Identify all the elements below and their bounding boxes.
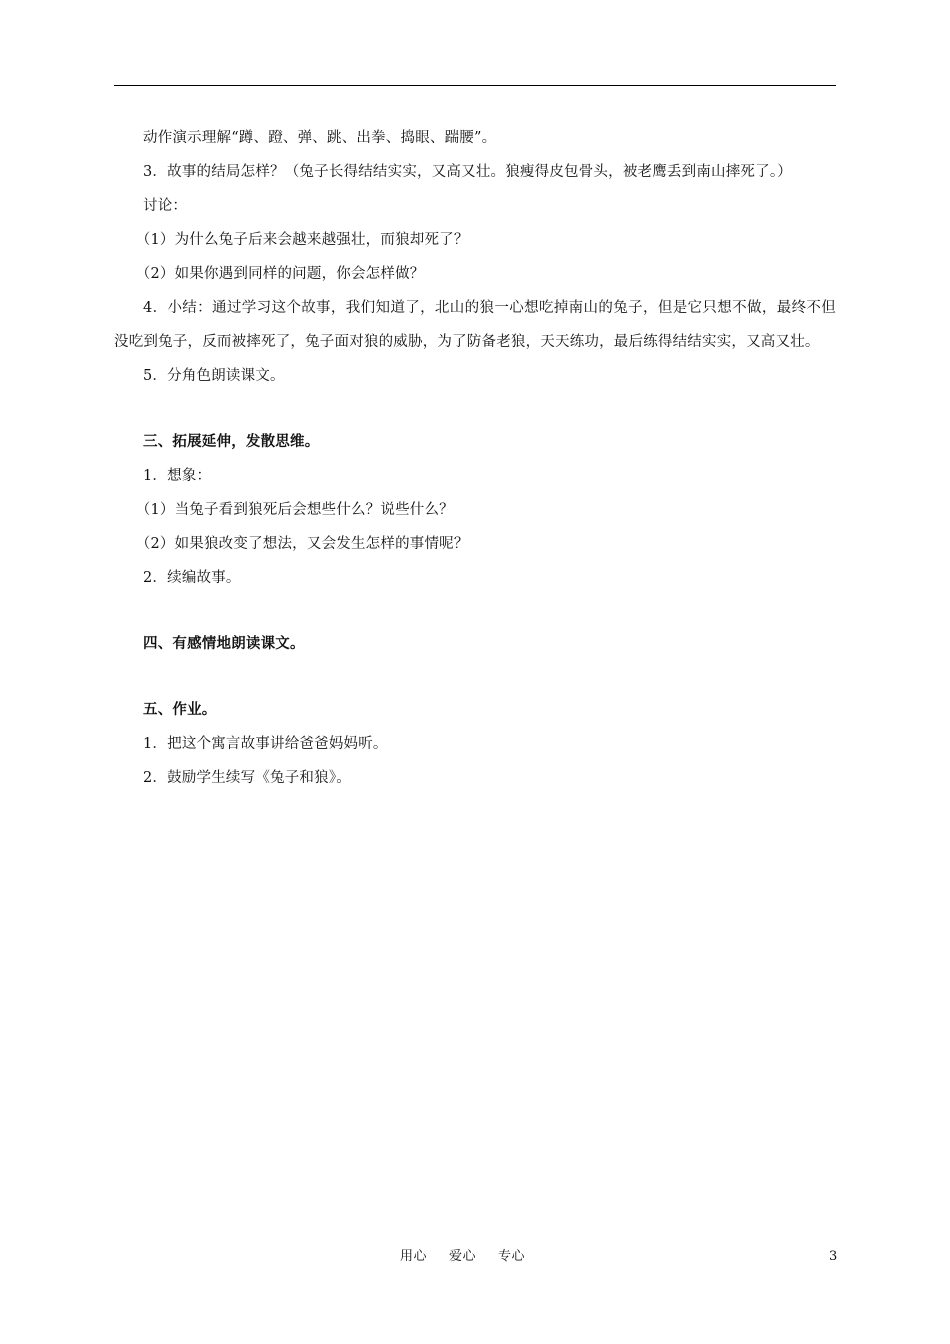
discussion-question-2: （2）如果你遇到同样的问题，你会怎样做？ bbox=[135, 266, 425, 282]
paragraph-continue-story: 2．续编故事。 bbox=[143, 570, 241, 586]
footer-motto bbox=[400, 1247, 547, 1267]
paragraph-summary: 4．小结：通过学习这个故事，我们知道了，北山的狼一心想吃掉南山的兔子，但是它只想不做，最终不但没吃到兔子，反而被摔死了，兔子面对狼的威胁，为了防备老狼，天天练功，最后练得结结实实，又高又壮。 bbox=[114, 300, 836, 350]
paragraph-imagine: 1．想象： bbox=[143, 468, 212, 484]
paragraph-action-demo: 动作演示理解“蹲、蹬、弹、跳、出拳、捣眼、踹腰”。 bbox=[143, 130, 497, 146]
homework-item-1: 1．把这个寓言故事讲给爸爸妈妈听。 bbox=[143, 736, 388, 752]
section-heading-5: 五、作业。 bbox=[143, 702, 217, 718]
discussion-question-1: （1）为什么兔子后来会越来越强壮，而狼却死了？ bbox=[135, 232, 469, 248]
footer-motto-word: 专心 bbox=[498, 1249, 526, 1264]
paragraph-discussion-label: 讨论： bbox=[143, 198, 188, 214]
paragraph-role-reading: 5．分角色朗读课文。 bbox=[143, 368, 285, 384]
section-heading-4: 四、有感情地朗读课文。 bbox=[143, 636, 305, 652]
imagine-question-2: （2）如果狼改变了想法，又会发生怎样的事情呢？ bbox=[135, 536, 469, 552]
footer-motto-word: 爱心 bbox=[449, 1249, 477, 1264]
paragraph-story-ending: 3．故事的结局怎样？（兔子长得结结实实，又高又壮。狼瘦得皮包骨头，被老鹰丢到南山摔死了。） bbox=[143, 164, 792, 180]
header-rule bbox=[114, 85, 836, 86]
imagine-question-1: （1）当兔子看到狼死后会想些什么？说些什么？ bbox=[135, 502, 454, 518]
page-number: 3 bbox=[829, 1249, 838, 1264]
homework-item-2: 2．鼓励学生续写《兔子和狼》。 bbox=[143, 770, 351, 786]
section-heading-3: 三、拓展延伸，发散思维。 bbox=[143, 434, 320, 450]
document-body bbox=[114, 121, 836, 795]
footer-motto-word: 用心 bbox=[400, 1249, 428, 1264]
